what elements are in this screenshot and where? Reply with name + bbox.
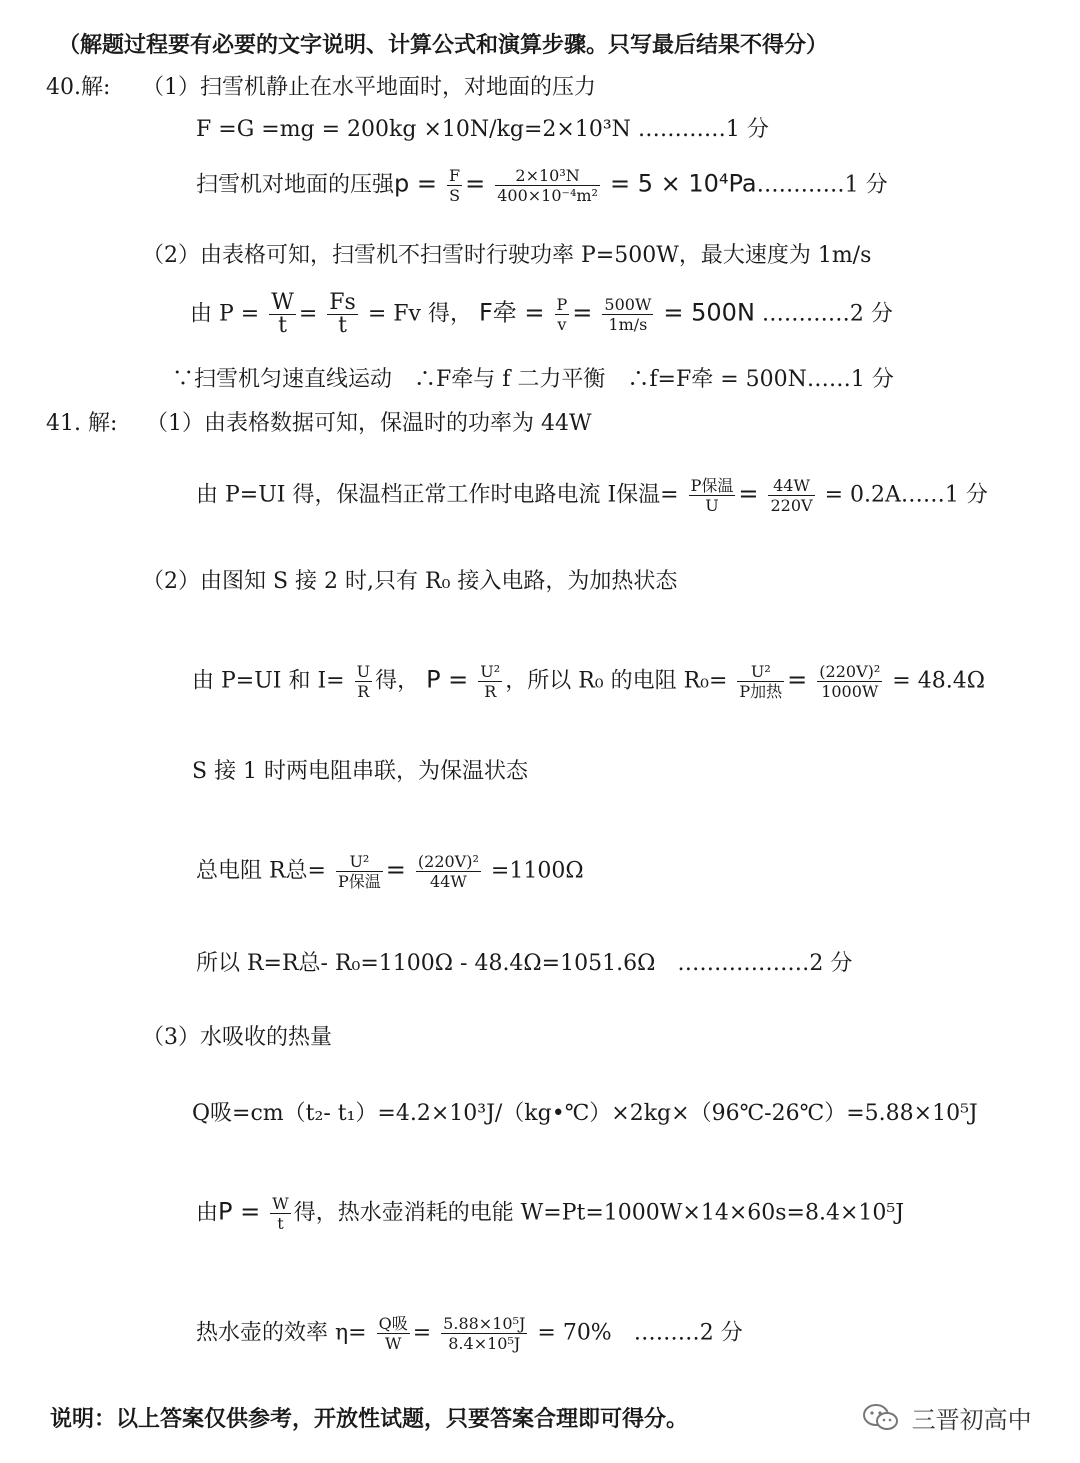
eq-result: = 48.4Ω	[892, 668, 985, 694]
fraction-denominator: t	[277, 1214, 284, 1233]
eq-mid: ，所以 R₀ 的电阻 R₀=	[505, 668, 728, 694]
watermark	[862, 1400, 1032, 1439]
q40-label: 40.解:	[46, 75, 111, 100]
fraction	[269, 292, 296, 337]
eq-prefix: 由 P=UI 和 I=	[192, 668, 345, 694]
fraction-denominator: P加热	[739, 682, 783, 701]
eq-prefix: 扫雪机对地面的压强	[196, 172, 395, 198]
q41-part1-eq: 由 P=UI 得，保温档正常工作时电路电流 I保温= $\frac{\text{P保温}}{U}$ = $\frac{44W}{220V}$ = 0.2A……1 分	[196, 476, 988, 515]
fraction-numerator: W	[272, 1194, 289, 1213]
fraction-denominator: R	[357, 682, 370, 701]
eq-rest: 得，热水壶消耗的电能 W=Pt=1000W×14×60s=8.4×10⁵J	[293, 1200, 905, 1226]
q41-part1-title: （1）由表格数据可知，保温时的功率为 44W	[146, 411, 592, 436]
fraction	[768, 476, 814, 515]
fraction	[327, 292, 358, 337]
q41-part2-total: 总电阻 R总= $\frac{\text{U²}}{\text{P保温}}$ = $\frac{\text{(220V)²}}{44W}$ =1100Ω	[196, 852, 584, 891]
fraction-denominator: P保温	[338, 872, 381, 891]
q41-label: 41. 解:	[46, 411, 118, 436]
fraction-numerator: Q吸	[378, 1314, 408, 1333]
fraction-numerator: Fs	[329, 290, 356, 315]
eq-result: = 500N	[663, 298, 755, 327]
eq-result: = 0.2A……1 分	[824, 482, 988, 508]
fraction-numerator: (220V)²	[819, 662, 881, 681]
fraction-denominator: S	[449, 186, 461, 205]
fraction-denominator: 220V	[770, 496, 813, 515]
fraction-numerator: W	[271, 290, 294, 315]
fraction-denominator: 1000W	[821, 682, 879, 701]
fraction	[336, 852, 383, 891]
fraction	[441, 1314, 527, 1353]
fraction-numerator: U	[356, 662, 371, 681]
fraction-numerator: U²	[737, 662, 784, 682]
fraction-numerator: (220V)²	[417, 852, 479, 871]
fraction	[689, 476, 736, 515]
score: …………2 分	[761, 301, 893, 327]
eq-prefix: 由	[196, 1200, 219, 1226]
fraction-denominator: v	[557, 315, 567, 334]
fraction-numerator: 500W	[604, 295, 652, 314]
score: …………1 分	[756, 172, 888, 198]
eq-prefix: 总电阻 R总=	[196, 858, 326, 884]
fraction-denominator: R	[484, 682, 497, 701]
q40-part1-eq2: 扫雪机对地面的压强p = $\frac{F}{S}$ = $\frac{\text{2×10³N}}{\text{400×10⁻⁴m²}}$ = 5 × 10⁴Pa…………1 分	[196, 166, 888, 205]
fraction	[555, 295, 570, 334]
q41-part2-series: S 接 1 时两电阻串联，为保温状态	[192, 759, 529, 784]
q41-part2-title: （2）由图知 S 接 2 时,只有 R₀ 接入电路，为加热状态	[142, 569, 678, 594]
q41-part3-title: （3）水吸收的热量	[142, 1025, 332, 1050]
eq-p: p =	[394, 169, 437, 198]
fraction-numerator: F	[449, 166, 461, 185]
eq-prefix: 由 P=UI 得，保温档正常工作时电路电流 I保温=	[196, 482, 679, 508]
q40-part2-eq: 由 P = $\frac{W}{t}$ = $\frac{Fs}{t}$ = Fv 得， F牵 = $\frac{P}{v}$ = $\frac{500W}{1m/s}$ = 500N …………2 分	[190, 290, 893, 338]
fraction	[817, 662, 882, 701]
fraction-numerator: U²	[336, 852, 383, 872]
eq-P: P =	[218, 1197, 261, 1226]
eq-prefix: 由 P =	[190, 301, 260, 327]
q40-part1-eq1: F =G =mg = 200kg ×10N/kg=2×10³N …………1 分	[196, 117, 769, 142]
eq-result: = 5 × 10⁴Pa	[609, 169, 757, 198]
fraction	[416, 852, 481, 891]
q41-part3-eq2	[196, 1194, 904, 1233]
eq-mid: 得，	[375, 668, 420, 694]
fraction-numerator: P	[556, 295, 568, 314]
fraction	[478, 662, 502, 701]
fraction	[270, 1194, 290, 1233]
q40-part2-balance: ∵扫雪机匀速直线运动 ∴F牵与 f 二力平衡 ∴f=F牵 = 500N……1 分	[172, 367, 894, 392]
q40-part1-title: （1）扫雪机静止在水平地面时，对地面的压力	[142, 75, 596, 100]
fraction-denominator: 44W	[429, 872, 467, 891]
fraction	[377, 1314, 410, 1353]
eq-result: = 70% ………2 分	[537, 1320, 743, 1346]
q41-part3-eq3: 热水壶的效率 η= $\frac{\text{Q吸}}{W}$ = $\frac{\text{5.88×10⁵J}}{\text{8.4×10⁵J}}$ = 70% ………2 分	[196, 1314, 743, 1353]
fraction	[602, 295, 653, 334]
fraction-numerator: 44W	[768, 476, 814, 496]
fraction-denominator: t	[338, 313, 347, 338]
fraction-numerator: 2×10³N	[495, 166, 600, 186]
fraction	[737, 662, 784, 701]
q40-part2-title: （2）由表格可知，扫雪机不扫雪时行驶功率 P=500W，最大速度为 1m/s	[142, 243, 872, 268]
fraction-numerator: U²	[480, 662, 501, 681]
wechat-icon	[862, 1403, 900, 1439]
fraction-denominator: t	[278, 313, 287, 338]
fraction-denominator: W	[384, 1334, 402, 1353]
eq-F: F牵 =	[478, 298, 545, 327]
fraction	[355, 662, 372, 701]
eq-prefix: 热水壶的效率 η=	[196, 1320, 367, 1346]
q41-part2-result: 所以 R=R总- R₀=1100Ω - 48.4Ω=1051.6Ω ………………2 分	[196, 951, 853, 976]
fraction-denominator: 8.4×10⁵J	[448, 1334, 521, 1353]
eq-P: P =	[426, 665, 469, 694]
footer-note: 说明：以上答案仅供参考，开放性试题，只要答案合理即可得分。	[50, 1407, 689, 1432]
watermark-text: 三晋初高中	[911, 1406, 1032, 1434]
q41-part2-eq: 由 P=UI 和 I= $\frac{U}{R}$ 得， P = $\frac{\text{U²}}{R}$ ，所以 R₀ 的电阻 R₀= $\frac{\text{U²}}{\text{P加热}}$ = $\frac{\text{(220V)²}}{1000W}$ = 48.4Ω	[192, 662, 985, 701]
q41-part3-eq1: Q吸=cm（t₂- t₁）=4.2×10³J/（kg•℃）×2kg×（96℃-26℃）=5.88×10⁵J	[192, 1101, 978, 1126]
eq-mid: = Fv 得，	[367, 301, 472, 327]
fraction-numerator: P保温	[690, 476, 734, 495]
eq-result: =1100Ω	[490, 858, 584, 884]
fraction	[495, 166, 600, 205]
fraction-numerator: 5.88×10⁵J	[443, 1314, 526, 1333]
fraction-denominator: U	[705, 496, 719, 515]
fraction-denominator: 1m/s	[608, 315, 648, 334]
fraction	[447, 166, 462, 205]
fraction-denominator: 400×10⁻⁴m²	[497, 186, 598, 205]
instruction-header: （解题过程要有必要的文字说明、计算公式和演算步骤。只写最后结果不得分）	[58, 33, 829, 58]
